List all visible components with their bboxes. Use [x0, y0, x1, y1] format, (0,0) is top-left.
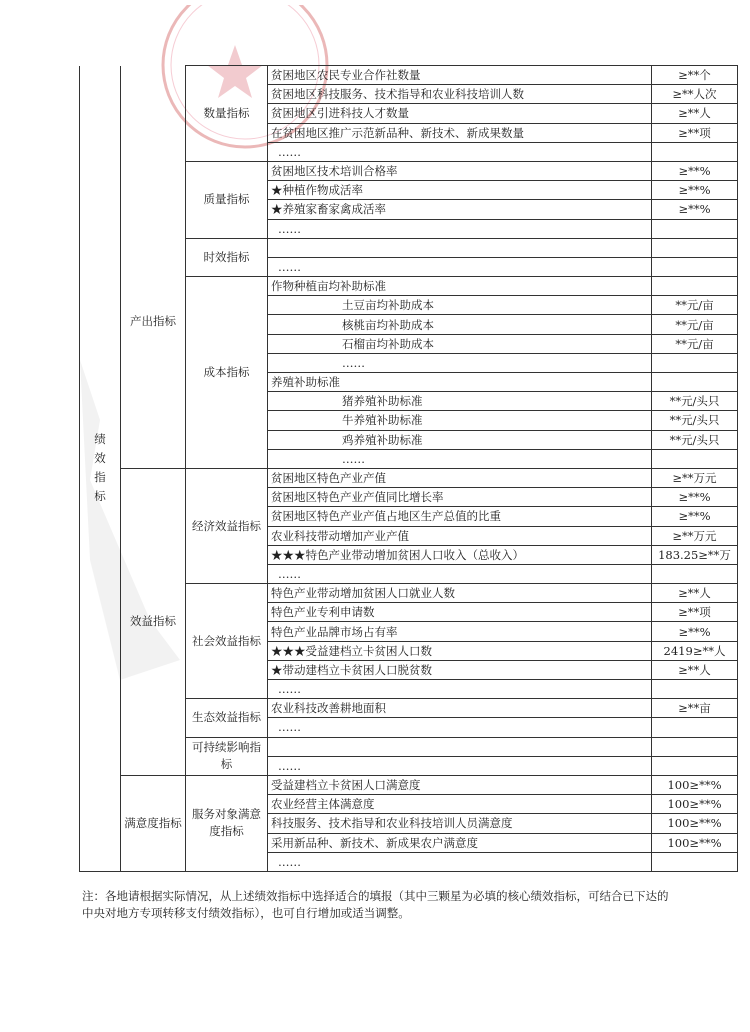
- indicator-name: 农业科技改善耕地面积: [268, 699, 652, 718]
- indicator-value: ≥**万元: [652, 526, 738, 545]
- indicator-value: [652, 277, 738, 296]
- indicator-name: 特色产业品牌市场占有率: [268, 622, 652, 641]
- indicator-name: 受益建档立卡贫困人口满意度: [268, 775, 652, 794]
- indicator-name: 贫困地区特色产业产值同比增长率: [268, 488, 652, 507]
- indicator-name: 在贫困地区推广示范新品种、新技术、新成果数量: [268, 123, 652, 142]
- indicator-value: ≥**%: [652, 622, 738, 641]
- indicator-value: [652, 449, 738, 468]
- secondary-indicator: 时效指标: [186, 238, 268, 276]
- indicator-name: ★带动建档立卡贫困人口脱贫数: [268, 660, 652, 679]
- indicator-value: ≥**%: [652, 200, 738, 219]
- top-level-category: [80, 66, 121, 872]
- indicator-name: ……: [268, 142, 652, 161]
- indicator-value: 2419≥**人: [652, 641, 738, 660]
- indicator-name: 石榴亩均补助成本: [268, 334, 652, 353]
- indicator-name: 猪养殖补助标准: [268, 392, 652, 411]
- indicator-value: ≥**%: [652, 181, 738, 200]
- indicator-value: ≥**人: [652, 584, 738, 603]
- indicator-name: ……: [268, 680, 652, 699]
- indicator-value: [652, 238, 738, 257]
- indicator-name: 作物种植亩均补助标准: [268, 277, 652, 296]
- indicator-name: [268, 737, 652, 756]
- indicator-name: 贫困地区引进科技人才数量: [268, 104, 652, 123]
- top-level-label: 绩效指标: [94, 432, 106, 504]
- secondary-indicator: 社会效益指标: [186, 584, 268, 699]
- indicator-value: **元/亩: [652, 315, 738, 334]
- indicator-name: 农业科技带动增加产业产值: [268, 526, 652, 545]
- performance-indicator-table: [79, 65, 738, 872]
- primary-indicator: 效益指标: [121, 468, 186, 775]
- indicator-value: [652, 852, 738, 871]
- indicator-value: ≥**项: [652, 603, 738, 622]
- indicator-value: ≥**万元: [652, 468, 738, 487]
- indicator-name: ★★★受益建档立卡贫困人口数: [268, 641, 652, 660]
- table-row: [80, 66, 738, 85]
- secondary-indicator: 生态效益指标: [186, 699, 268, 737]
- indicator-value: [652, 373, 738, 392]
- table-footnote: 注：各地请根据实际情况，从上述绩效指标中选择适合的填报（其中三颗星为必填的核心绩效指标，可结合已下达的中央对地方专项转移支付绩效指标），也可自行增加或适当调整。: [82, 889, 669, 920]
- indicator-name: 特色产业带动增加贫困人口就业人数: [268, 584, 652, 603]
- indicator-value: ≥**亩: [652, 699, 738, 718]
- indicator-value: [652, 718, 738, 737]
- indicator-value: [652, 142, 738, 161]
- secondary-indicator: 服务对象满意度指标: [186, 775, 268, 871]
- indicator-value: [652, 737, 738, 756]
- indicator-value: [652, 680, 738, 699]
- indicator-name: 养殖补助标准: [268, 373, 652, 392]
- indicator-value: [652, 564, 738, 583]
- secondary-indicator: 成本指标: [186, 277, 268, 469]
- indicator-value: ≥**%: [652, 507, 738, 526]
- indicator-name: ……: [268, 449, 652, 468]
- indicator-value: **元/头只: [652, 392, 738, 411]
- secondary-indicator: 质量指标: [186, 161, 268, 238]
- indicator-name: 采用新品种、新技术、新成果农户满意度: [268, 833, 652, 852]
- indicator-value: [652, 219, 738, 238]
- indicator-name: 农业经营主体满意度: [268, 795, 652, 814]
- indicator-name: ★★★特色产业带动增加贫困人口收入（总收入）: [268, 545, 652, 564]
- indicator-value: ≥**人: [652, 104, 738, 123]
- indicator-name: 贫困地区农民专业合作社数量: [268, 66, 652, 85]
- indicator-name: 土豆亩均补助成本: [268, 296, 652, 315]
- indicator-name: ……: [268, 756, 652, 775]
- indicator-value: [652, 257, 738, 276]
- indicator-name: ★养殖家畜家禽成活率: [268, 200, 652, 219]
- indicator-name: ……: [268, 564, 652, 583]
- table-row: [80, 468, 738, 487]
- primary-indicator: 产出指标: [121, 66, 186, 469]
- secondary-indicator: 数量指标: [186, 66, 268, 162]
- indicator-name: ……: [268, 852, 652, 871]
- indicator-name: ……: [268, 353, 652, 372]
- indicator-value: [652, 756, 738, 775]
- indicator-value: 183.25≥**万: [652, 545, 738, 564]
- indicator-value: [652, 353, 738, 372]
- indicator-name: ……: [268, 718, 652, 737]
- indicator-value: ≥**%: [652, 488, 738, 507]
- indicator-value: **元/亩: [652, 296, 738, 315]
- indicator-name: ★种植作物成活率: [268, 181, 652, 200]
- indicator-value: **元/头只: [652, 430, 738, 449]
- secondary-indicator: 经济效益指标: [186, 468, 268, 583]
- indicator-value: 100≥**%: [652, 775, 738, 794]
- indicator-name: 贫困地区特色产业产值: [268, 468, 652, 487]
- indicator-name: 特色产业专利申请数: [268, 603, 652, 622]
- indicator-value: **元/亩: [652, 334, 738, 353]
- indicator-value: 100≥**%: [652, 833, 738, 852]
- secondary-indicator: 可持续影响指标: [186, 737, 268, 775]
- table-row: [80, 775, 738, 794]
- indicator-value: **元/头只: [652, 411, 738, 430]
- indicator-name: 牛养殖补助标准: [268, 411, 652, 430]
- indicator-value: ≥**个: [652, 66, 738, 85]
- indicator-value: 100≥**%: [652, 814, 738, 833]
- primary-indicator: 满意度指标: [121, 775, 186, 871]
- indicator-name: 鸡养殖补助标准: [268, 430, 652, 449]
- indicator-name: 贫困地区科技服务、技术指导和农业科技培训人数: [268, 85, 652, 104]
- indicator-name: ……: [268, 219, 652, 238]
- indicator-value: ≥**%: [652, 161, 738, 180]
- indicator-name: [268, 238, 652, 257]
- indicator-name: 科技服务、技术指导和农业科技培训人员满意度: [268, 814, 652, 833]
- indicator-value: ≥**项: [652, 123, 738, 142]
- indicator-value: ≥**人: [652, 660, 738, 679]
- indicator-value: 100≥**%: [652, 795, 738, 814]
- indicator-name: ……: [268, 257, 652, 276]
- indicator-name: 核桃亩均补助成本: [268, 315, 652, 334]
- indicator-value: ≥**人次: [652, 85, 738, 104]
- indicator-name: 贫困地区技术培训合格率: [268, 161, 652, 180]
- indicator-name: 贫困地区特色产业产值占地区生产总值的比重: [268, 507, 652, 526]
